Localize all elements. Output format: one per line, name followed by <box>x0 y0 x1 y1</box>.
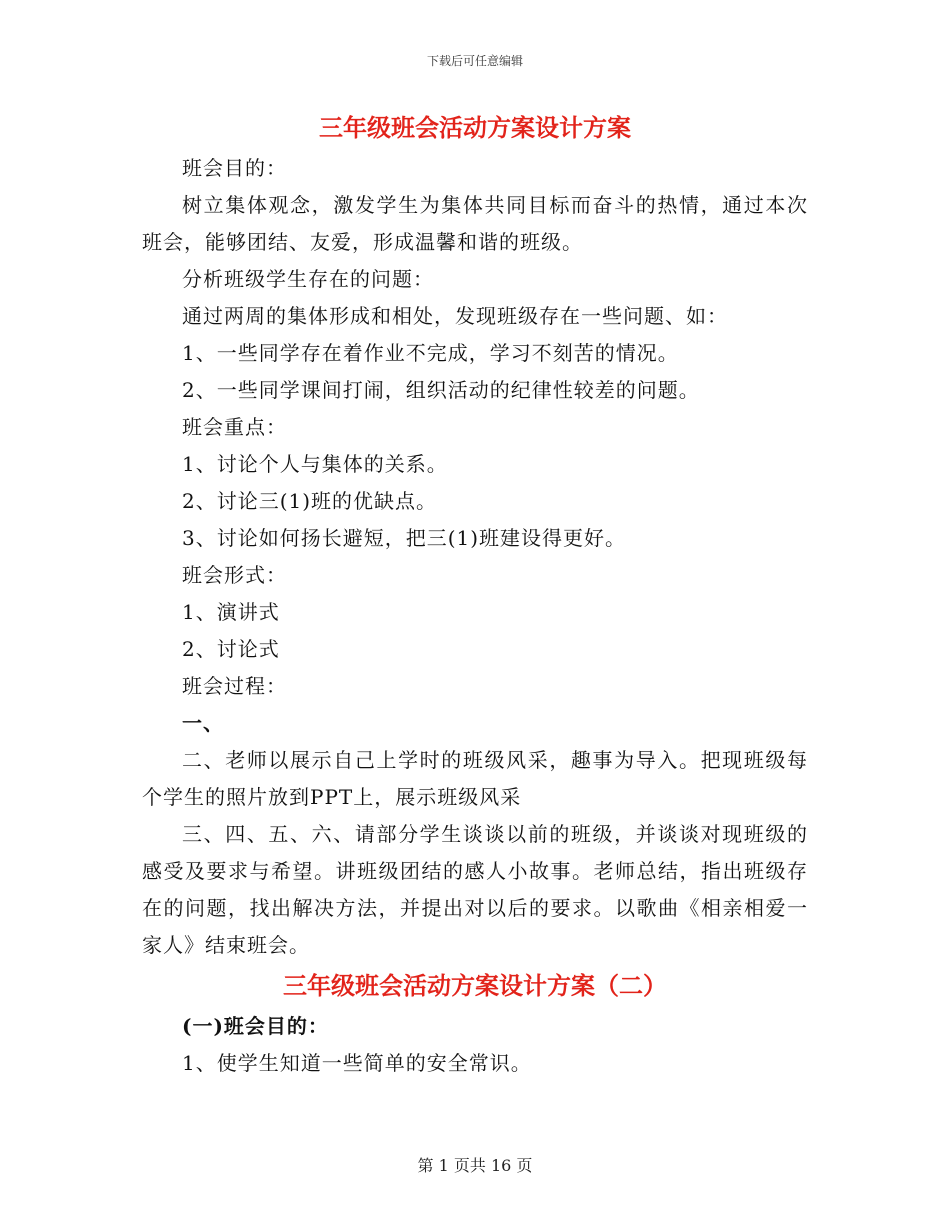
paragraph: 班会过程： <box>182 674 287 698</box>
paragraph: 1、一些同学存在着作业不完成，学习不刻苦的情况。 <box>182 341 679 365</box>
paragraph: 2、一些同学课间打闹，组织活动的纪律性较差的问题。 <box>182 378 700 402</box>
paragraph: 通过两周的集体形成和相处，发现班级存在一些问题、如： <box>182 304 728 328</box>
paragraph: 2、讨论式 <box>182 637 280 661</box>
paragraph: 1、使学生知道一些简单的安全常识。 <box>182 1051 532 1075</box>
paragraph: 二、老师以展示自己上学时的班级风采，趣事为导入。把现班级每个学生的照片放到PPT上，展示班级风采 <box>142 748 808 809</box>
document-title: 三年级班会活动方案设计方案 <box>319 113 631 142</box>
document-body <box>142 110 808 1082</box>
paragraph: 分析班级学生存在的问题： <box>182 267 434 291</box>
paragraph: 1、讨论个人与集体的关系。 <box>182 452 448 476</box>
paragraph: 3、讨论如何扬长避短，把三(1)班建设得更好。 <box>182 526 627 550</box>
page-number: 第 1 页共 16 页 <box>417 1156 533 1175</box>
section-title: 三年级班会活动方案设计方案（二） <box>283 971 667 1000</box>
paragraph: 班会重点： <box>182 415 287 439</box>
paragraph: 班会形式： <box>182 563 287 587</box>
section-subheading: (一)班会目的： <box>182 1014 329 1038</box>
paragraph: 三、四、五、六、请部分学生谈谈以前的班级，并谈谈对现班级的感受及要求与希望。讲班级团结的感人小故事。老师总结，指出班级存在的问题，找出解决方法，并提出对以后的要求。以歌曲《相亲相爱一家人》结束班会。 <box>142 822 808 957</box>
paragraph: 1、演讲式 <box>182 600 280 624</box>
paragraph: 班会目的： <box>182 156 287 180</box>
paragraph: 树立集体观念，激发学生为集体共同目标而奋斗的热情，通过本次班会，能够团结、友爱，形成温馨和谐的班级。 <box>142 193 808 254</box>
paragraph: 2、讨论三(1)班的优缺点。 <box>182 489 438 513</box>
paragraph: 一、 <box>182 711 224 735</box>
page-header-note: 下载后可任意编辑 <box>426 54 523 68</box>
